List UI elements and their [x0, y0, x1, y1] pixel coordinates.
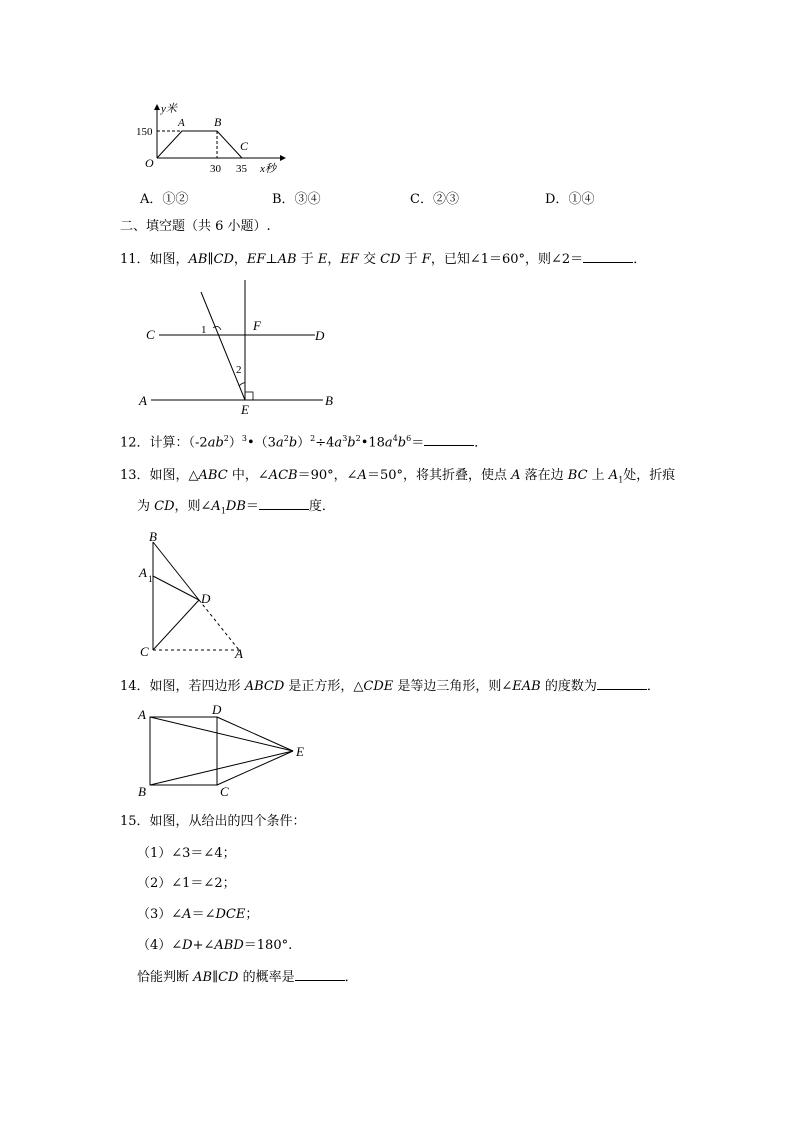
point-b-label: B — [214, 115, 222, 129]
q14-figure — [135, 702, 315, 802]
label-c: C — [140, 644, 149, 659]
question-14: 14．如图，若四边形 ABCD 是正方形，△CDE 是等边三角形，则∠EAB 的度数为 ． — [120, 679, 660, 694]
label-c: C — [146, 327, 155, 342]
angle-1-label: 1 — [201, 324, 207, 336]
condition-1: （1）∠3＝∠4； — [137, 846, 236, 861]
x-tick-label-30: 30 — [210, 163, 221, 175]
label-e: E — [296, 744, 304, 759]
q13-figure — [135, 528, 255, 664]
point-c-label: C — [240, 139, 249, 153]
label-c: C — [220, 784, 229, 799]
distance-time-graph — [130, 100, 290, 180]
condition-2: （2）∠1＝∠2； — [137, 876, 236, 891]
x-axis-label: x秒 — [260, 163, 276, 175]
label-b: B — [325, 393, 333, 408]
label-b: B — [149, 529, 157, 544]
answer-blank[interactable] — [295, 968, 345, 981]
label-a1-subscript: 1 — [148, 574, 153, 584]
question-15-intro: 15．如图，从给出的四个条件： — [120, 814, 306, 829]
answer-blank[interactable] — [424, 433, 474, 446]
origin-label: O — [145, 156, 154, 170]
x-tick-label-35: 35 — [236, 163, 247, 175]
y-tick-label: 150 — [136, 126, 153, 138]
label-a: A — [138, 707, 146, 722]
q11-figure — [135, 278, 345, 418]
question-15-prompt: 恰能判断 AB∥CD 的概率是 ． — [137, 970, 358, 985]
option-d: D．①④ — [545, 192, 595, 207]
option-c: C．②③ — [410, 192, 459, 207]
section-title: 二、填空题（共 6 小题）. — [120, 219, 271, 234]
label-a1: A — [139, 565, 147, 580]
condition-3: （3）∠A＝∠DCE； — [137, 907, 259, 922]
label-d: D — [315, 328, 325, 343]
label-d: D — [201, 591, 211, 606]
question-11: 11．如图，AB∥CD，EF⊥AB 于 E，EF 交 CD 于 F，已知∠1＝60°，则∠2＝ ． — [120, 252, 647, 267]
option-b: B．③④ — [272, 192, 321, 207]
label-b: B — [138, 784, 146, 799]
label-a: A — [235, 646, 243, 661]
label-d: D — [212, 702, 222, 717]
label-e: E — [241, 402, 249, 417]
answer-blank[interactable] — [259, 497, 309, 510]
answer-blank[interactable] — [583, 250, 633, 263]
option-a: A．①② — [140, 192, 189, 207]
condition-4: （4）∠D+∠ABD＝180°. — [137, 938, 293, 953]
y-axis-label: y米 — [161, 103, 177, 115]
point-a-label: A — [178, 117, 185, 129]
label-a: A — [139, 393, 147, 408]
question-13-line-2: 为 CD，则$\angle A_1DB=$ 度． — [137, 499, 335, 516]
angle-2-label: 2 — [236, 364, 242, 376]
label-f: F — [253, 318, 261, 333]
question-13-line-1: 13．如图，△ABC 中，∠ACB＝90°，∠A＝50°，将其折叠，使点 A 落在边 BC 上 $A_1$处，折痕 — [120, 468, 676, 485]
question-12: 12．计算：$(-2ab^2)^3•(3a^2b)^2\div 4a^3b^2•18a^4b^6=$ ． — [120, 434, 488, 451]
answer-blank[interactable] — [597, 677, 647, 690]
